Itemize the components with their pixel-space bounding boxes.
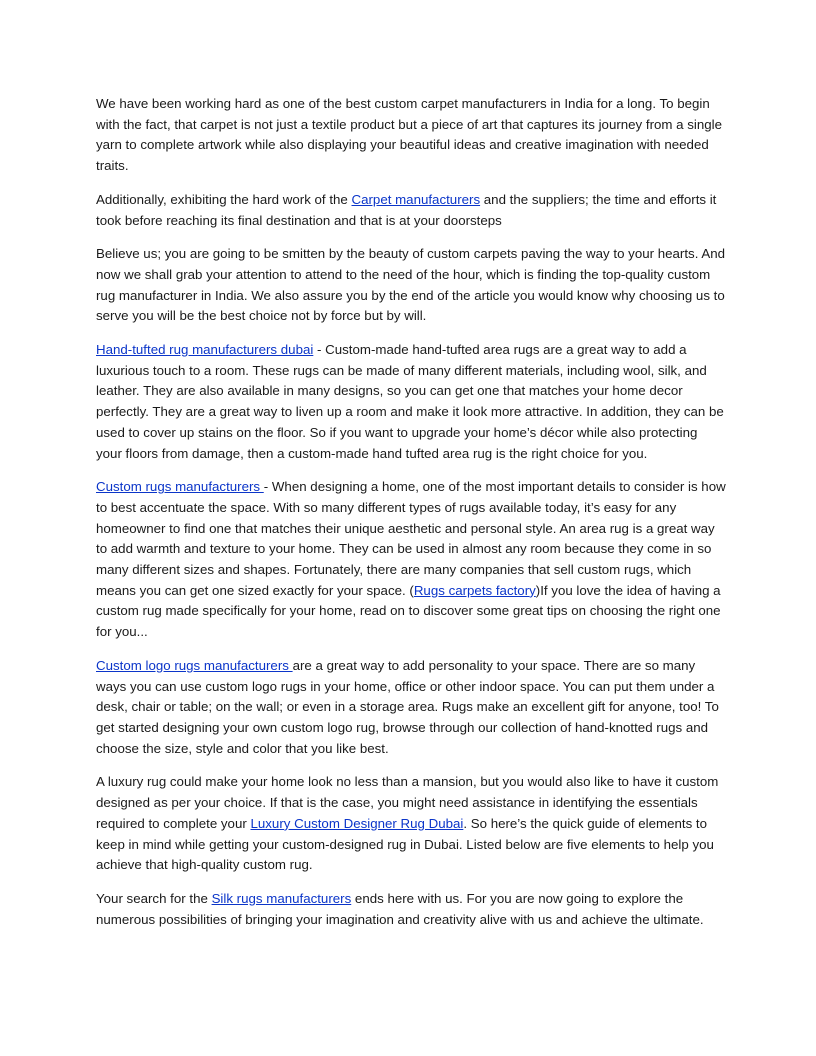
paragraph-hand-tufted	[96, 340, 726, 464]
paragraph-intro	[96, 94, 726, 177]
paragraph-text: - Custom-made hand-tufted area rugs are a great way to add a luxurious touch to a room. These rugs can be made of many different materials, including wool, silk, and leather. They are also available in many designs, so you can get one that matches your home decor perfectly. They are a great way to liven up a room and make it look more attractive. In addition, they can be used to cover up stains on the floor. So if you want to upgrade your home’s décor while also protecting your floors from damage, then a custom-made hand tufted area rug is the right choice for you.	[96, 342, 724, 461]
paragraph-intro-text: We have been working hard as one of the best custom carpet manufacturers in India for a long. To begin with the fact, that carpet is not just a textile product but a piece of art that captures its journey from a single yarn to complete artwork while also displaying your beautiful ideas and creative imagination with needed traits.	[96, 96, 723, 174]
paragraph-carpet-manufacturers	[96, 190, 726, 231]
paragraph-text: are a great way to add personality to your space. There are so many ways you can use custom logo rugs in your home, office or other indoor space. You can put them under a desk, chair or table; on the wall; or even in a storage area. Rugs make an excellent gift for anyone, too! To get started designing your own custom logo rug, browse through our collection of hand-knotted rugs and choose the size, style and color that you like best.	[96, 657, 719, 756]
paragraph-text: Your search for the	[96, 890, 212, 906]
carpet-manufacturers-link[interactable]: Carpet manufacturers	[351, 191, 481, 207]
paragraph-believe-us	[96, 244, 726, 327]
silk-rugs-manufacturers-link[interactable]: Silk rugs manufacturers	[211, 890, 352, 906]
paragraph-text: A luxury rug could make your home look no less than a mansion, but you would also like to have it custom designed as per your choice. If that is the case, you might need assistance in identifying the essentials required to complete your	[96, 774, 719, 831]
paragraph-text: - When designing a home, one of the most important details to consider is how to best accentuate the space. With so many different types of rugs available today, it’s easy for any homeowner to find one that matches their unique aesthetic and personal style. An area rug is a great way to add warmth and texture to your home. They can be used in almost any room because they come in so many different sizes and shapes. Fortunately, there are many companies that sell custom rugs, which means you can get one sized exactly for your space. (	[96, 479, 726, 598]
document-body	[96, 94, 726, 943]
paragraph-text: and the suppliers; the time and efforts it took before reaching its final destination and that is at your doorsteps	[96, 191, 717, 228]
paragraph-text: )If you love the idea of having a custom rug made specifically for your home, read on to discover some great tips on choosing the right one for you...	[96, 582, 721, 640]
hand-tufted-rug-manufacturers-link[interactable]: Hand-tufted rug manufacturers dubai	[96, 342, 314, 358]
paragraph-custom-logo-rugs	[96, 656, 726, 760]
paragraph-luxury-rug	[96, 772, 726, 876]
custom-logo-rugs-manufacturers-link[interactable]: Custom logo rugs manufacturers	[96, 657, 293, 673]
paragraph-text: . So here’s the quick guide of elements to keep in mind while getting your custom-designed rug in Dubai. Listed below are five elements to help you achieve that high-quality custom rug.	[96, 815, 714, 873]
paragraph-text: Believe us; you are going to be smitten by the beauty of custom carpets paving the way to your hearts. And now we shall grab your attention to attend to the need of the hour, which is finding the top-quality custom rug manufacturer in India. We also assure you by the end of the article you would know why choosing us to serve you will be the best choice not by force but by will.	[96, 246, 726, 324]
luxury-custom-designer-rug-dubai-link[interactable]: Luxury Custom Designer Rug Dubai	[250, 815, 464, 831]
paragraph-text: Additionally, exhibiting the hard work of the	[96, 191, 352, 207]
paragraph-custom-rugs	[96, 477, 726, 643]
custom-rugs-manufacturers-link[interactable]: Custom rugs manufacturers	[96, 479, 264, 495]
paragraph-silk-rugs	[96, 889, 726, 930]
paragraph-text: ends here with us. For you are now going to explore the numerous possibilities of bringing your imagination and creativity alive with us and achieve the ultimate.	[96, 890, 704, 927]
rugs-carpets-factory-link[interactable]: Rugs carpets factory	[413, 582, 536, 598]
